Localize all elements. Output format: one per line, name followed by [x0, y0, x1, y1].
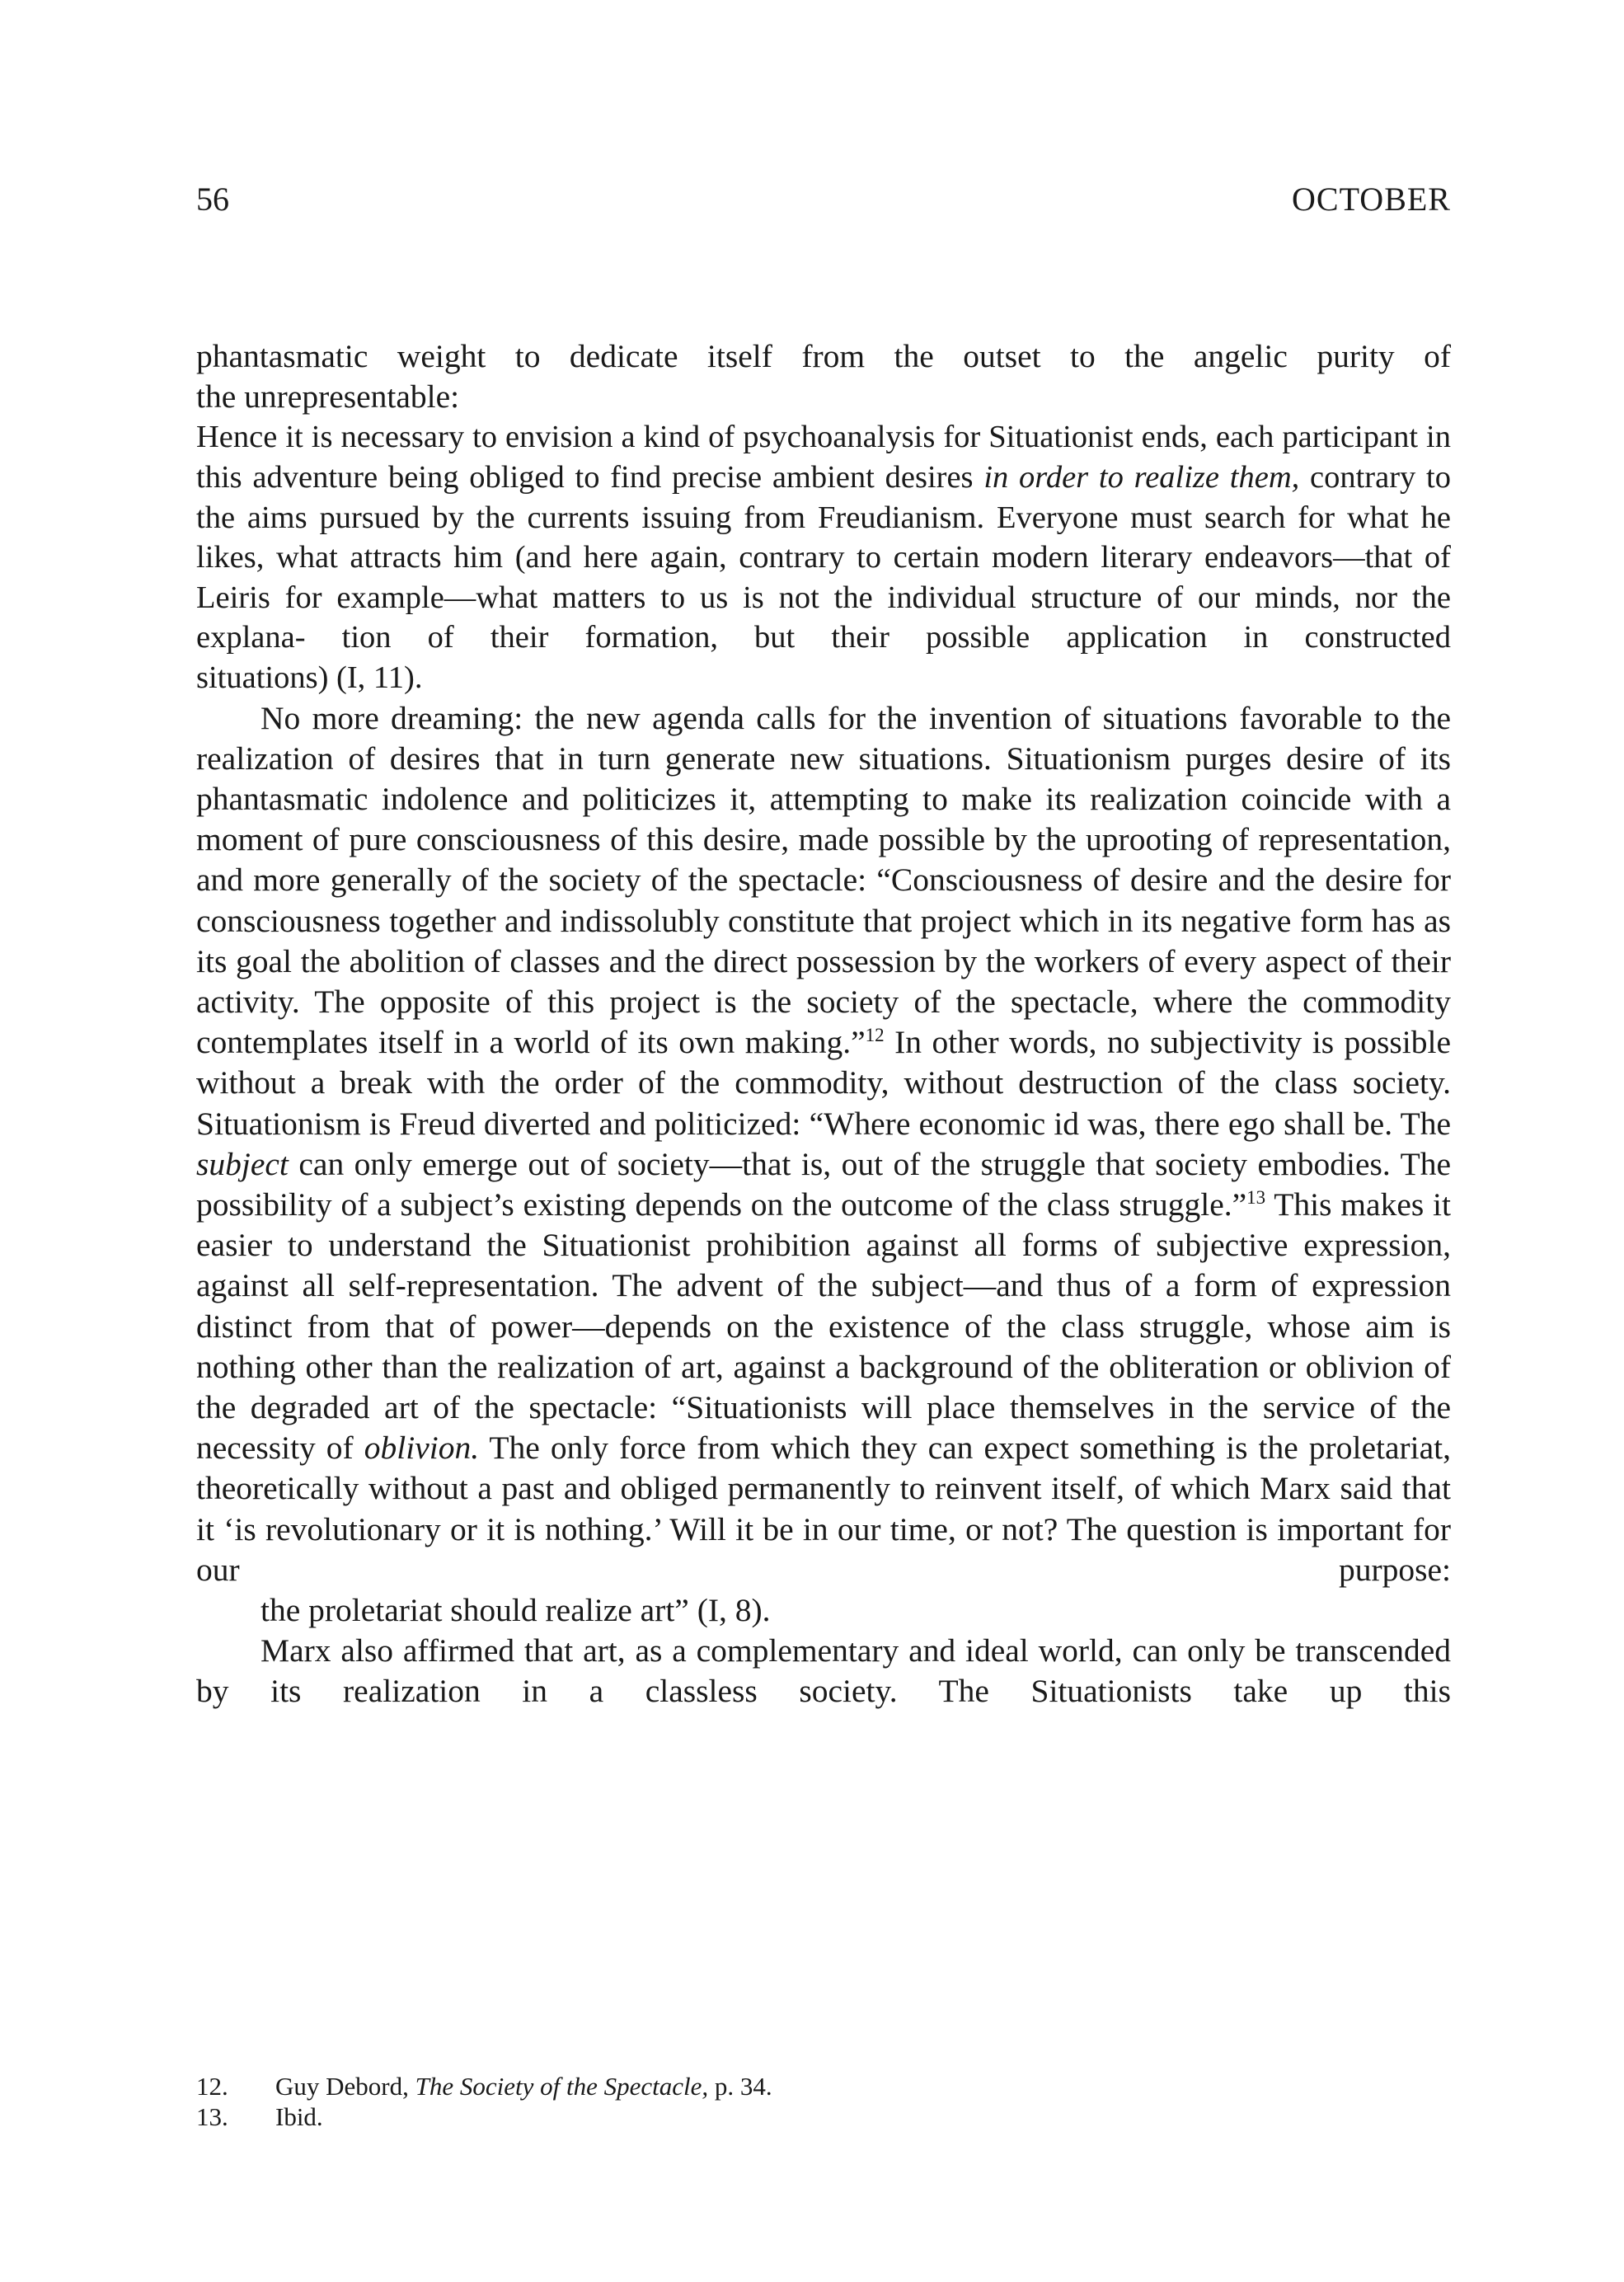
text-line: nothing.’ Will it be in our time, or not? The question is important for our purpose: [196, 1510, 1451, 1588]
quote-line: ends, each participant in this adventure being obliged to find precise [196, 420, 1451, 495]
quote-line: to us is not the individual structure of our minds, nor the explana- [196, 580, 1452, 655]
quote-line: by the currents issuing from Freudianism. Everyone must search for [432, 500, 1335, 535]
text-line: permanently to reinvent itself, of which Marx said that it ‘is revolutionary or it is [196, 1470, 1451, 1547]
text-run: In other words, no subjectivity is possible without a break with the [196, 1024, 1452, 1101]
footnotes [196, 2071, 1185, 2132]
text-run: class struggle.” [1046, 1186, 1247, 1223]
text-line: order of the commodity, without destruction of the class society. Situationism is [196, 1064, 1452, 1142]
opening-paragraph [196, 336, 1451, 417]
text-line: Situationism purges desire of its phantasmatic indolence and politicizes it, [196, 740, 1452, 817]
text-run: This makes it easier to understand the Situationist prohibition [196, 1186, 1451, 1264]
quote-line: what he likes, what attracts him (and here again, contrary to certain [196, 500, 1452, 575]
text-run: in the service of the necessity of [196, 1389, 1451, 1467]
text-line: oblivion of the degraded art of the spectacle: “Situationists will place themselves [196, 1348, 1452, 1426]
text-line: the workers of every aspect of their activity. The opposite of this project is the [196, 942, 1451, 1020]
quote-text: contrary to the aims pursued [196, 460, 1452, 535]
text-line [196, 1146, 1247, 1182]
body-text [196, 336, 1451, 1712]
footnote-ref-12: 12 [865, 1025, 885, 1046]
footnote-run: Guy Debord, [275, 2072, 415, 2101]
footnote-ref-13: 13 [1246, 1186, 1266, 1208]
quote-line: modern literary endeavors—that of Leiris for example—what matters [196, 540, 1452, 615]
text-line: the proletariat should realize art” (I, 8). [260, 1592, 771, 1629]
footnote-run: p. 34. [708, 2072, 772, 2101]
paragraph-2 [196, 1631, 1451, 1712]
quote-line: tion of their formation, but their possible application in constructed [341, 620, 1451, 655]
journal-title: OCTOBER [1292, 181, 1451, 218]
text-line: Freud diverted and politicized: “Where economic id was, there ego shall be. The [399, 1105, 1451, 1142]
page-number: 56 [196, 181, 229, 218]
quote-text: ambient desires [772, 460, 984, 495]
text-line: expect something is the proletariat, theoretically without a past and obliged [196, 1430, 1451, 1507]
text-line: other than the realization of art, against a background of the obliteration or [305, 1348, 1296, 1385]
footnote-12 [196, 2071, 1185, 2101]
text-line: for consciousness together and indissolubly constitute that project which in its [196, 862, 1451, 939]
text-run: can only emerge out of society—that is, out of the struggle that society [288, 1145, 1248, 1182]
text-line: advent of the subject—and thus of a form of expression distinct from that of [196, 1267, 1452, 1345]
text-line: society of the spectacle, where the commodity contemplates itself in a world of its [196, 983, 1451, 1061]
text-line: power—depends on the existence of the class struggle, whose aim is nothing [196, 1308, 1452, 1385]
footnote-text: Ibid. [275, 2102, 323, 2131]
footnote-title: The Society of the Spectacle, [415, 2072, 709, 2101]
footnote-13 [196, 2101, 1185, 2132]
text-run: The only force from which they can [479, 1430, 974, 1467]
footnote-number: 13. [196, 2102, 228, 2131]
text-line: of this desire, made possible by the uprooting of representation, and more [196, 821, 1452, 899]
footnote-number: 12. [196, 2072, 228, 2101]
text-run: own making.” [678, 1024, 866, 1061]
text-line: Marx also affirmed that art, as a complementary and ideal world, can only be [260, 1632, 1286, 1669]
text-line: the unrepresentable: [196, 378, 460, 416]
quote-emphasis: in order to realize them, [983, 460, 1300, 495]
text-line: No more dreaming: the new agenda calls for the invention of situations [260, 699, 1227, 736]
text-line: phantasmatic weight to dedicate itself from the outset to the angelic purity of [196, 338, 1451, 374]
block-quote [196, 417, 1451, 697]
text-line: embodies. The possibility of a subject’s existing depends on the outcome of the [196, 1145, 1451, 1223]
text-line: favorable to the realization of desires that in turn generate new situations. [196, 699, 1452, 777]
quote-line: Hence it is necessary to envision a kind of psychoanalysis for Situationist [196, 420, 1134, 455]
emphasis: oblivion. [364, 1430, 480, 1467]
footnote-text [275, 2071, 1185, 2101]
text-line: generally of the society of the spectacle: “Consciousness of desire and the desire [330, 862, 1403, 899]
text-line: against all forms of subjective expression, against all self-representation. The [196, 1227, 1452, 1304]
text-line: transcended by its realization in a classless society. The Situationists take up this [196, 1632, 1451, 1710]
text-line: attempting to make its realization coincide with a moment of pure consciousness [196, 780, 1452, 858]
paragraph-1 [196, 698, 1451, 1632]
quote-line: situations) (I, 11). [196, 660, 423, 695]
text-line: negative form has as its goal the abolition of classes and the direct possession by [196, 902, 1451, 979]
emphasis: subject [196, 1145, 289, 1182]
